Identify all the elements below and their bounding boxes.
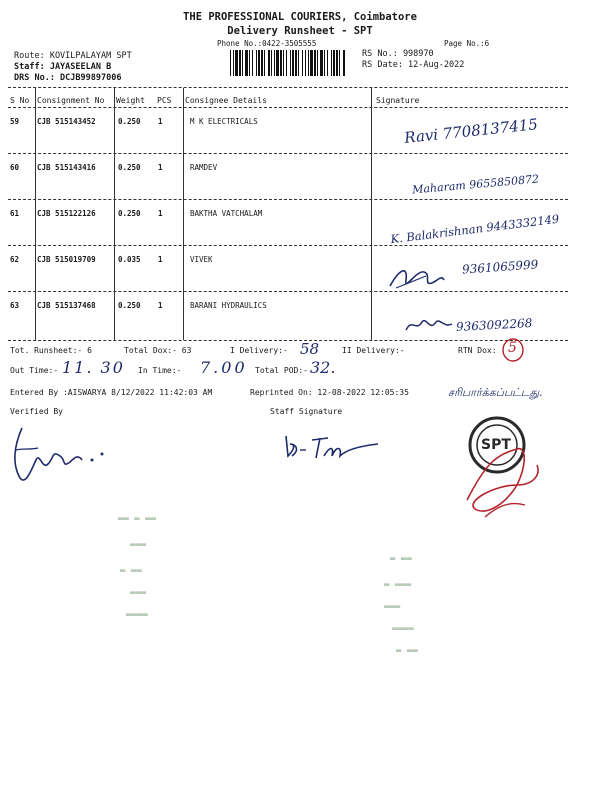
barcode-bar: [302, 50, 303, 76]
column-divider: [114, 88, 115, 340]
bleed-through-mark: ▬▬ ▬: [390, 554, 412, 564]
scribble-signature: [386, 262, 446, 294]
table-row-pcs: 1: [158, 117, 163, 126]
bleed-through-mark: ▬▬▬▬: [126, 610, 148, 620]
barcode-bar: [252, 50, 253, 76]
table-row-signature: Maharam 9655850872: [411, 172, 540, 197]
bleed-through-mark: ▬▬▬: [384, 602, 401, 612]
barcode-bar: [290, 50, 291, 76]
table-row-consignment: CJB 515137468: [37, 301, 96, 310]
in-time-label: In Time:-: [138, 366, 182, 375]
barcode-bar: [276, 50, 279, 76]
barcode-bar: [310, 50, 313, 76]
i-delivery-label: I Delivery:-: [230, 346, 288, 355]
drs-number: DRS No.: DCJB99897006: [14, 73, 122, 83]
barcode-bar: [331, 50, 332, 76]
barcode-bar: [286, 50, 287, 76]
total-pod-label: Total POD:-: [255, 366, 308, 375]
barcode-bar: [324, 50, 325, 76]
barcode-bar: [256, 50, 257, 76]
table-row-sno: 59: [10, 117, 20, 126]
scribble-signature: [404, 314, 454, 336]
ii-delivery-label: II Delivery:-: [342, 346, 405, 355]
verified-signature: [8, 420, 118, 490]
barcode-bar: [249, 50, 250, 76]
table-row-weight: 0.250: [118, 209, 141, 218]
bleed-through-mark: ▬▬▬ ▬: [384, 580, 412, 590]
out-time-label: Out Time:-: [10, 366, 59, 375]
spt-stamp: [455, 405, 555, 535]
table-row-pcs: 1: [158, 209, 163, 218]
barcode-bar: [264, 50, 265, 76]
barcode-bar: [280, 50, 282, 76]
table-row-weight: 0.250: [118, 163, 141, 172]
barcode-bar: [245, 50, 248, 76]
barcode-bar: [239, 50, 241, 76]
table-row-signature: K. Balakrishnan 9443332149: [389, 211, 560, 247]
header-bottom-rule: [8, 107, 568, 108]
company-title: THE PROFESSIONAL COURIERS, Coimbatore: [183, 11, 417, 23]
rs-date: RS Date: 12-Aug-2022: [362, 60, 465, 70]
barcode-bar: [242, 50, 243, 76]
table-row-consignee: BARANI HYDRAULICS: [190, 301, 267, 310]
table-row-sno: 62: [10, 255, 20, 264]
col-header-consignment: Consignment No: [37, 96, 105, 105]
barcode-bar: [268, 50, 270, 76]
verified-by-label: Verified By: [10, 407, 63, 416]
barcode-bar: [292, 50, 294, 76]
col-header-sno: S No: [10, 96, 30, 105]
barcode-bar: [235, 50, 238, 76]
bleed-through-mark: ▬▬ ▬: [120, 566, 142, 576]
row-divider: [8, 153, 568, 154]
total-dox: Total Dox:- 63: [124, 346, 192, 355]
table-row-consignee: VIVEK: [190, 255, 213, 264]
table-row-weight: 0.250: [118, 301, 141, 310]
bleed-through-mark: ▬▬▬: [130, 588, 147, 598]
barcode-bar: [233, 50, 234, 76]
row-divider: [8, 245, 568, 246]
staff-signature: [280, 428, 390, 464]
table-row-signature: 9361065999: [461, 257, 539, 277]
barcode-bar: [333, 50, 335, 76]
table-bottom-rule: [8, 340, 568, 341]
col-header-signature: Signature: [376, 96, 420, 105]
column-divider: [35, 88, 36, 340]
table-row-sno: 63: [10, 301, 20, 310]
row-divider: [8, 291, 568, 292]
table-row-consignee: BAKTHA VATCHALAM: [190, 209, 263, 218]
staff-signature-label: Staff Signature: [270, 407, 343, 416]
bleed-through-mark: ▬▬ ▬: [396, 646, 418, 656]
row-divider: [8, 199, 568, 200]
table-row-weight: 0.250: [118, 117, 141, 126]
col-header-weight: Weight: [116, 96, 145, 105]
table-row-sno: 60: [10, 163, 20, 172]
column-divider: [371, 88, 372, 340]
total-runsheet: Tot. Runsheet:- 6: [10, 346, 92, 355]
col-header-pcs: PCS: [157, 96, 172, 105]
route: Route: KOVILPALAYAM SPT: [14, 51, 132, 61]
barcode-bar: [320, 50, 323, 76]
barcode-bar: [261, 50, 263, 76]
table-row-signature: Ravi 7708137415: [403, 115, 539, 147]
barcode-bar: [327, 50, 328, 76]
i-delivery-value: 58: [300, 340, 320, 358]
table-row-consignee: M K ELECTRICALS: [190, 117, 258, 126]
rtn-dox-label: RTN Dox:: [458, 346, 497, 355]
tamil-note: சரிபார்க்கப்பட்டது.: [448, 386, 543, 399]
table-row-consignment: CJB 515143416: [37, 163, 96, 172]
barcode-bar: [283, 50, 284, 76]
barcode-bar: [308, 50, 309, 76]
barcode-bar: [258, 50, 260, 76]
table-row-sno: 61: [10, 209, 20, 218]
table-row-signature: 9363092268: [455, 316, 533, 334]
table-row-weight: 0.035: [118, 255, 141, 264]
barcode-bar: [305, 50, 306, 76]
rs-number: RS No.: 998970: [362, 49, 434, 59]
barcode-bar: [298, 50, 299, 76]
table-row-consignment: CJB 515122126: [37, 209, 96, 218]
reprinted-on: Reprinted On: 12-08-2022 12:05:35: [250, 388, 409, 397]
barcode-bar: [336, 50, 338, 76]
column-divider: [183, 88, 184, 340]
phone-number: Phone No.:0422-3505555: [217, 39, 317, 48]
table-top-rule: [8, 87, 568, 88]
barcode-bar: [343, 50, 345, 76]
col-header-consignee: Consignee Details: [185, 96, 267, 105]
page-number: Page No.:6: [444, 39, 490, 48]
table-row-consignee: RAMDEV: [190, 163, 218, 172]
out-time-value: 11. 30: [62, 358, 125, 377]
table-row-consignment: CJB 515019709: [37, 255, 96, 264]
barcode-bar: [271, 50, 272, 76]
barcode-bar: [339, 50, 340, 76]
total-pod-value: 32.: [310, 358, 336, 377]
barcode: [228, 50, 348, 76]
in-time-value: 7.00: [200, 358, 248, 377]
bleed-through-mark: ▬▬▬: [130, 540, 147, 550]
table-row-consignment: CJB 515143452: [37, 117, 96, 126]
entered-by: Entered By :AISWARYA 8/12/2022 11:42:03 AM: [10, 388, 213, 397]
barcode-bar: [295, 50, 297, 76]
bleed-through-mark: ▬▬ ▬ ▬▬: [118, 514, 156, 524]
runsheet-title: Delivery Runsheet - SPT: [227, 25, 373, 37]
bleed-through-mark: ▬▬▬▬: [392, 624, 414, 634]
barcode-bar: [314, 50, 316, 76]
barcode-bar: [230, 50, 231, 76]
table-row-pcs: 1: [158, 163, 163, 172]
rtn-dox-value: 5: [508, 340, 517, 356]
barcode-bar: [317, 50, 318, 76]
table-row-pcs: 1: [158, 301, 163, 310]
table-row-pcs: 1: [158, 255, 163, 264]
stamp-text: SPT: [481, 437, 511, 453]
staff: Staff: JAYASEELAN B: [14, 62, 112, 72]
barcode-bar: [274, 50, 275, 76]
